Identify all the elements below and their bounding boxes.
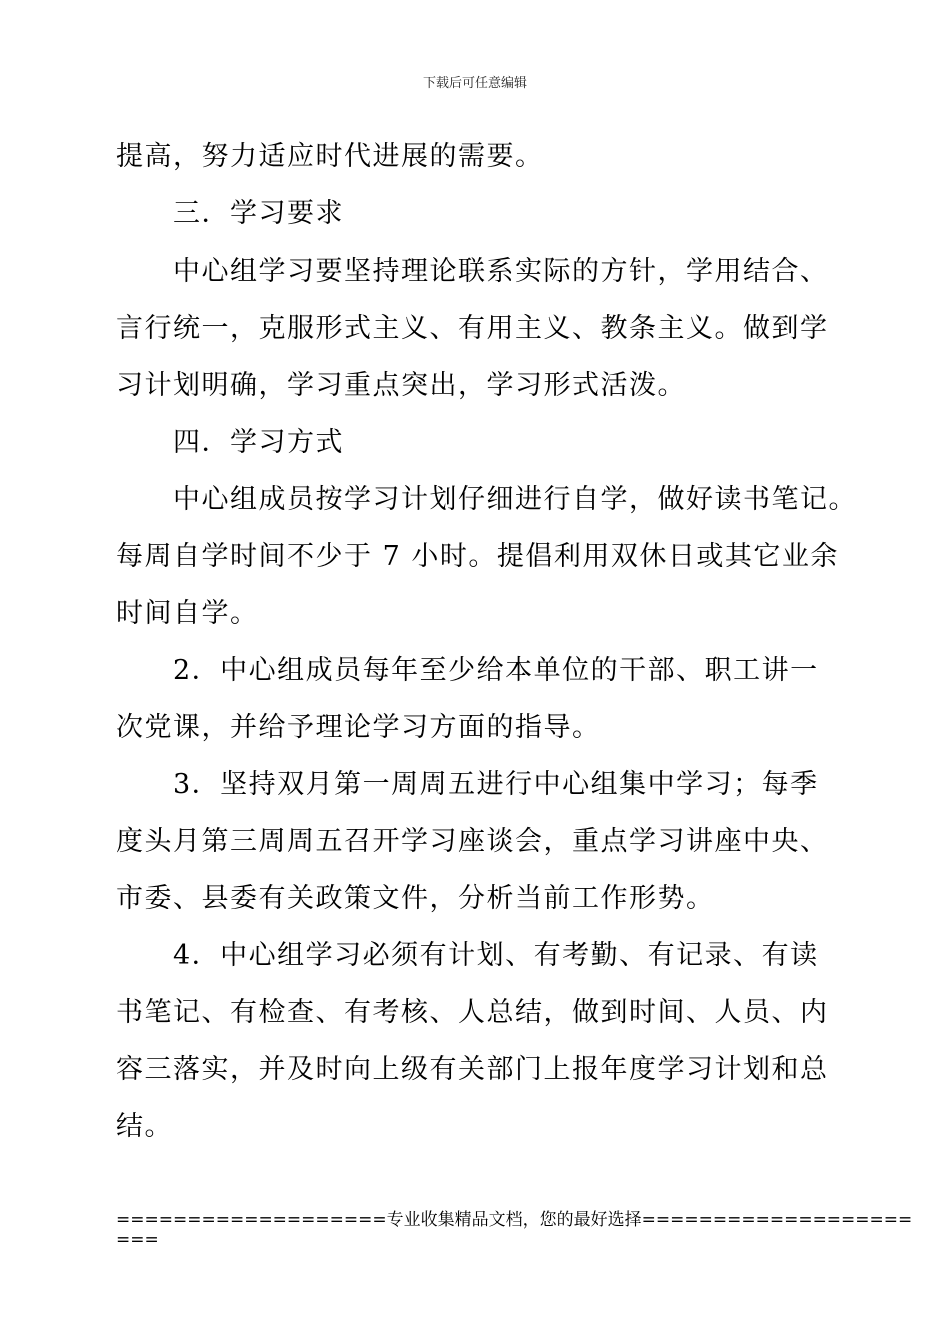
body-line-7: 中心组成员按学习计划仔细进行自学，做好读书笔记。 — [173, 484, 857, 515]
body-line-4: 言行统一，克服形式主义、有用主义、教条主义。做到学 — [116, 313, 829, 344]
footer-line-1: ===================专业收集精品文档，您的最好选择=================== — [116, 1210, 913, 1230]
section-heading-4: 四．学习方式 — [173, 427, 344, 458]
body-line-1: 提高，努力适应时代进展的需要。 — [116, 141, 544, 172]
body-line-18: 结。 — [116, 1111, 173, 1142]
body-line-16: 书笔记、有检查、有考核、人总结，做到时间、人员、内 — [116, 997, 829, 1028]
body-line-12: 3．坚持双月第一周周五进行中心组集中学习；每季 — [173, 769, 819, 800]
body-line-14: 市委、县委有关政策文件，分析当前工作形势。 — [116, 883, 715, 914]
body-line-13: 度头月第三周周五召开学习座谈会，重点学习讲座中央、 — [116, 826, 829, 857]
body-line-3: 中心组学习要坚持理论联系实际的方针，学用结合、 — [173, 256, 829, 287]
footer-line-2: === — [116, 1230, 159, 1250]
body-line-9: 时间自学。 — [116, 598, 259, 629]
body-line-5: 习计划明确，学习重点突出，学习形式活泼。 — [116, 370, 686, 401]
body-line-10: 2．中心组成员每年至少给本单位的干部、职工讲一 — [173, 655, 819, 686]
section-heading-3: 三．学习要求 — [173, 198, 344, 229]
page-header: 下载后可任意编辑 — [422, 76, 527, 91]
body-line-15: 4．中心组学习必须有计划、有考勤、有记录、有读 — [173, 940, 819, 971]
body-line-17: 容三落实，并及时向上级有关部门上报年度学习计划和总 — [116, 1054, 829, 1085]
body-line-11: 次党课，并给予理论学习方面的指导。 — [116, 712, 601, 743]
body-line-8: 每周自学时间不少于 7 小时。提倡利用双休日或其它业余 — [116, 541, 839, 572]
